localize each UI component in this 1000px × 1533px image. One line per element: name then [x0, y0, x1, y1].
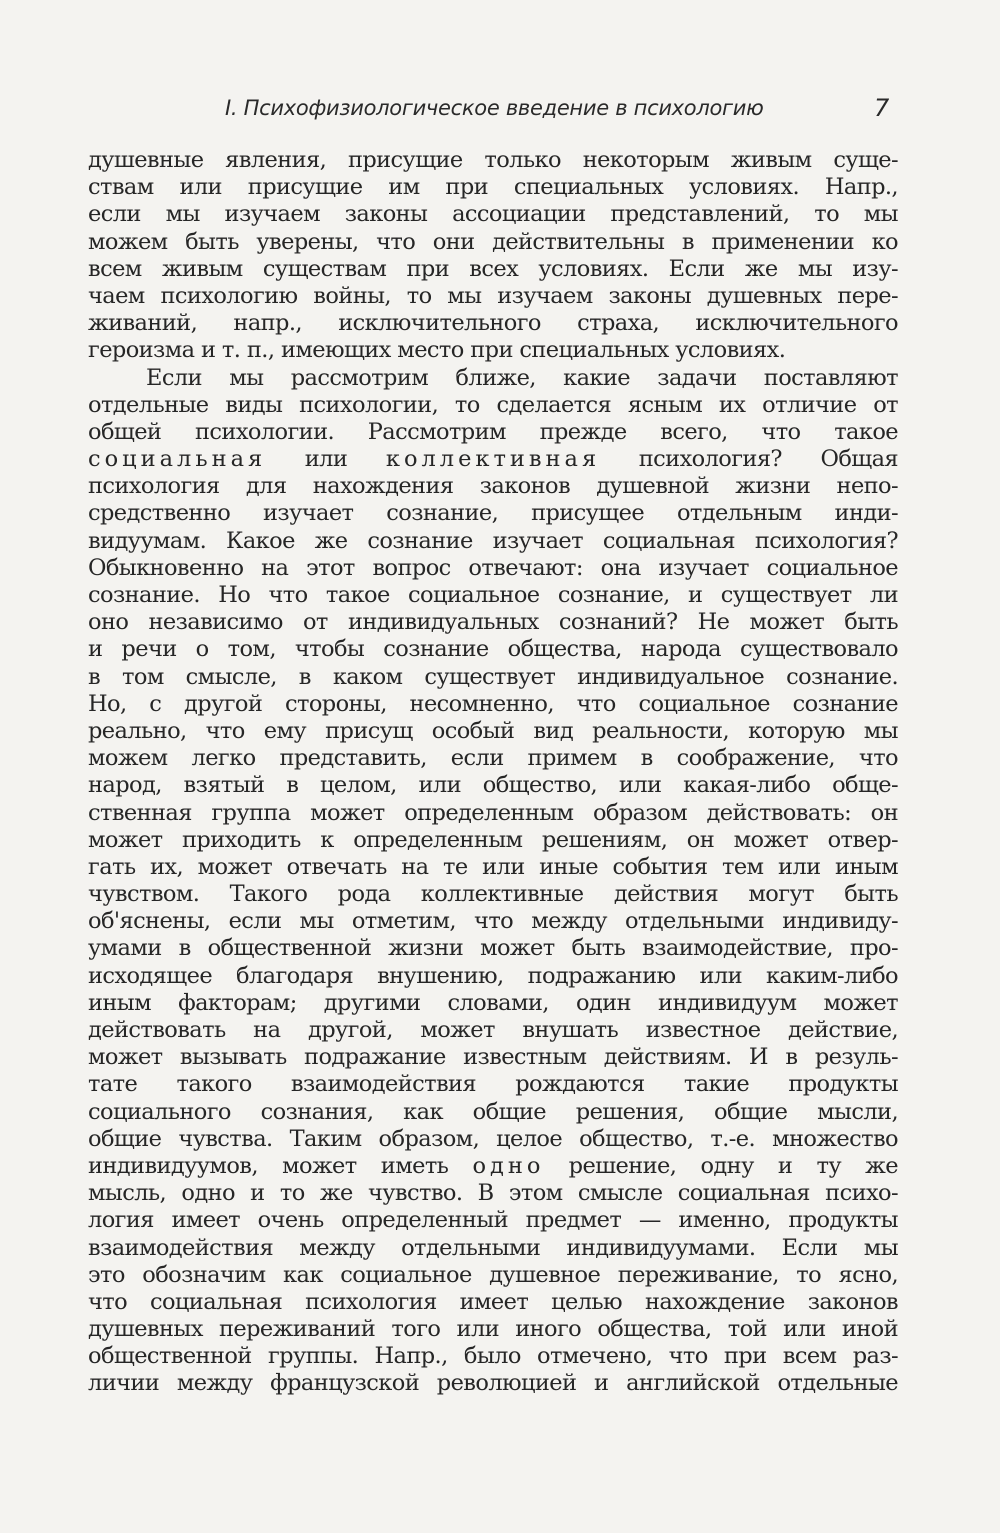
text-line: это обозначим как социальное душевное переживание, то ясно, — [88, 1261, 898, 1288]
text-line: отдельные виды психологии, то сделается ясным их отличие от — [88, 391, 898, 418]
text-line: душевные явления, присущие только некоторым живым суще- — [88, 147, 898, 173]
text-line: героизма и т. п., имеющих место при специальных условиях. — [88, 337, 786, 364]
text-line: чувством. Такого рода коллективные действия могут быть — [88, 881, 898, 908]
running-head — [0, 96, 1000, 136]
page-number: 7 — [874, 94, 890, 122]
text-line: взаимодействия между отдельными индивидуумами. Если мы — [88, 1234, 898, 1261]
text-line: социального сознания, как общие решения, общие мысли, — [88, 1098, 898, 1125]
text-line: и речи о том, чтобы сознание общества, народа существовало — [88, 636, 898, 663]
text-line: живаний, напр., исключительного страха, исключительного — [88, 310, 898, 337]
text-line: общие чувства. Таким образом, целое общество, т.-е. множество — [88, 1125, 898, 1152]
text-line: личии между французской революцией и английской отдельные — [88, 1370, 898, 1397]
text-line: если мы изучаем законы ассоциации представлений, то мы — [88, 201, 898, 228]
text-line: реально, что ему присущ особый вид реальности, которую мы — [88, 717, 898, 744]
text-line-with-emphasis: социальная или коллективная психология? Общая — [88, 446, 898, 473]
emphasis-one: одно — [472, 1152, 545, 1179]
text-line: тате такого взаимодействия рождаются такие продукты — [88, 1071, 898, 1098]
text-line: можем легко представить, если примем в соображение, что — [88, 745, 898, 772]
text-line: сознание. Но что такое социальное сознание, и существует ли — [88, 582, 898, 608]
text-line: Обыкновенно на этот вопрос отвечают: она изучает социальное — [88, 554, 898, 581]
text-line: можем быть уверены, что они действительны в применении ко — [88, 228, 898, 255]
text-line: оно независимо от индивидуальных сознаний? Не может быть — [88, 609, 898, 636]
emphasis-collective: коллективная — [385, 446, 601, 473]
text-line: всем живым существам при всех условиях. Если же мы изу- — [88, 255, 898, 282]
text-line: иным факторам; другими словами, один индивидуум может — [88, 989, 898, 1016]
text-line: видуумам. Какое же сознание изучает социальная психология? — [88, 527, 898, 554]
body-text — [88, 147, 898, 1398]
text-line: ственная группа может определенным образом действовать: он — [88, 799, 898, 826]
text-line: об'яснены, если мы отметим, что между отдельными индивиду- — [88, 908, 898, 935]
chapter-title: I. Психофизиологическое введение в психологию — [225, 96, 764, 120]
text-line: чаем психологию войны, то мы изучаем законы душевных пере- — [88, 282, 898, 309]
text-line: народ, взятый в целом, или общество, или какая-либо обще- — [88, 772, 898, 799]
text-line: может вызывать подражание известным действиям. И в резуль- — [88, 1044, 898, 1071]
text-line: в том смысле, в каком существует индивидуальное сознание. — [88, 663, 898, 690]
text-line-with-emphasis: индивидуумов, может иметь одно решение, одну и ту же — [88, 1152, 898, 1179]
text-line: гать их, может отвечать на те или иные события тем или иным — [88, 853, 898, 880]
text-line: что социальная психология имеет целью нахождение законов — [88, 1288, 898, 1315]
text-line: Но, с другой стороны, несомненно, что социальное сознание — [88, 690, 898, 717]
text-line: может приходить к определенным решениям, он может отвер- — [88, 826, 898, 853]
text-line: действовать на другой, может внушать известное действие, — [88, 1017, 898, 1043]
paragraph-start-line: Если мы рассмотрим ближе, какие задачи поставляют — [146, 364, 898, 391]
text-line: умами в общественной жизни может быть взаимодействие, про- — [88, 935, 898, 962]
text-line: ствам или присущие им при специальных условиях. Напр., — [88, 174, 898, 201]
text-line: логия имеет очень определенный предмет — именно, продукты — [88, 1207, 898, 1234]
text-line: средственно изучает сознание, присущее отдельным инди- — [88, 500, 898, 527]
text-line: общей психологии. Рассмотрим прежде всего, что такое — [88, 418, 898, 445]
text-line: мысль, одно и то же чувство. В этом смысле социальная психо- — [88, 1180, 898, 1207]
text-line: исходящее благодаря внушению, подражанию или каким-либо — [88, 962, 898, 989]
emphasis-social: социальная — [88, 446, 267, 473]
text-line: психология для нахождения законов душевной жизни непо- — [88, 473, 898, 500]
text-line: общественной группы. Напр., было отмечено, что при всем раз- — [88, 1343, 898, 1370]
text-line: душевных переживаний того или иного общества, той или иной — [88, 1316, 898, 1343]
